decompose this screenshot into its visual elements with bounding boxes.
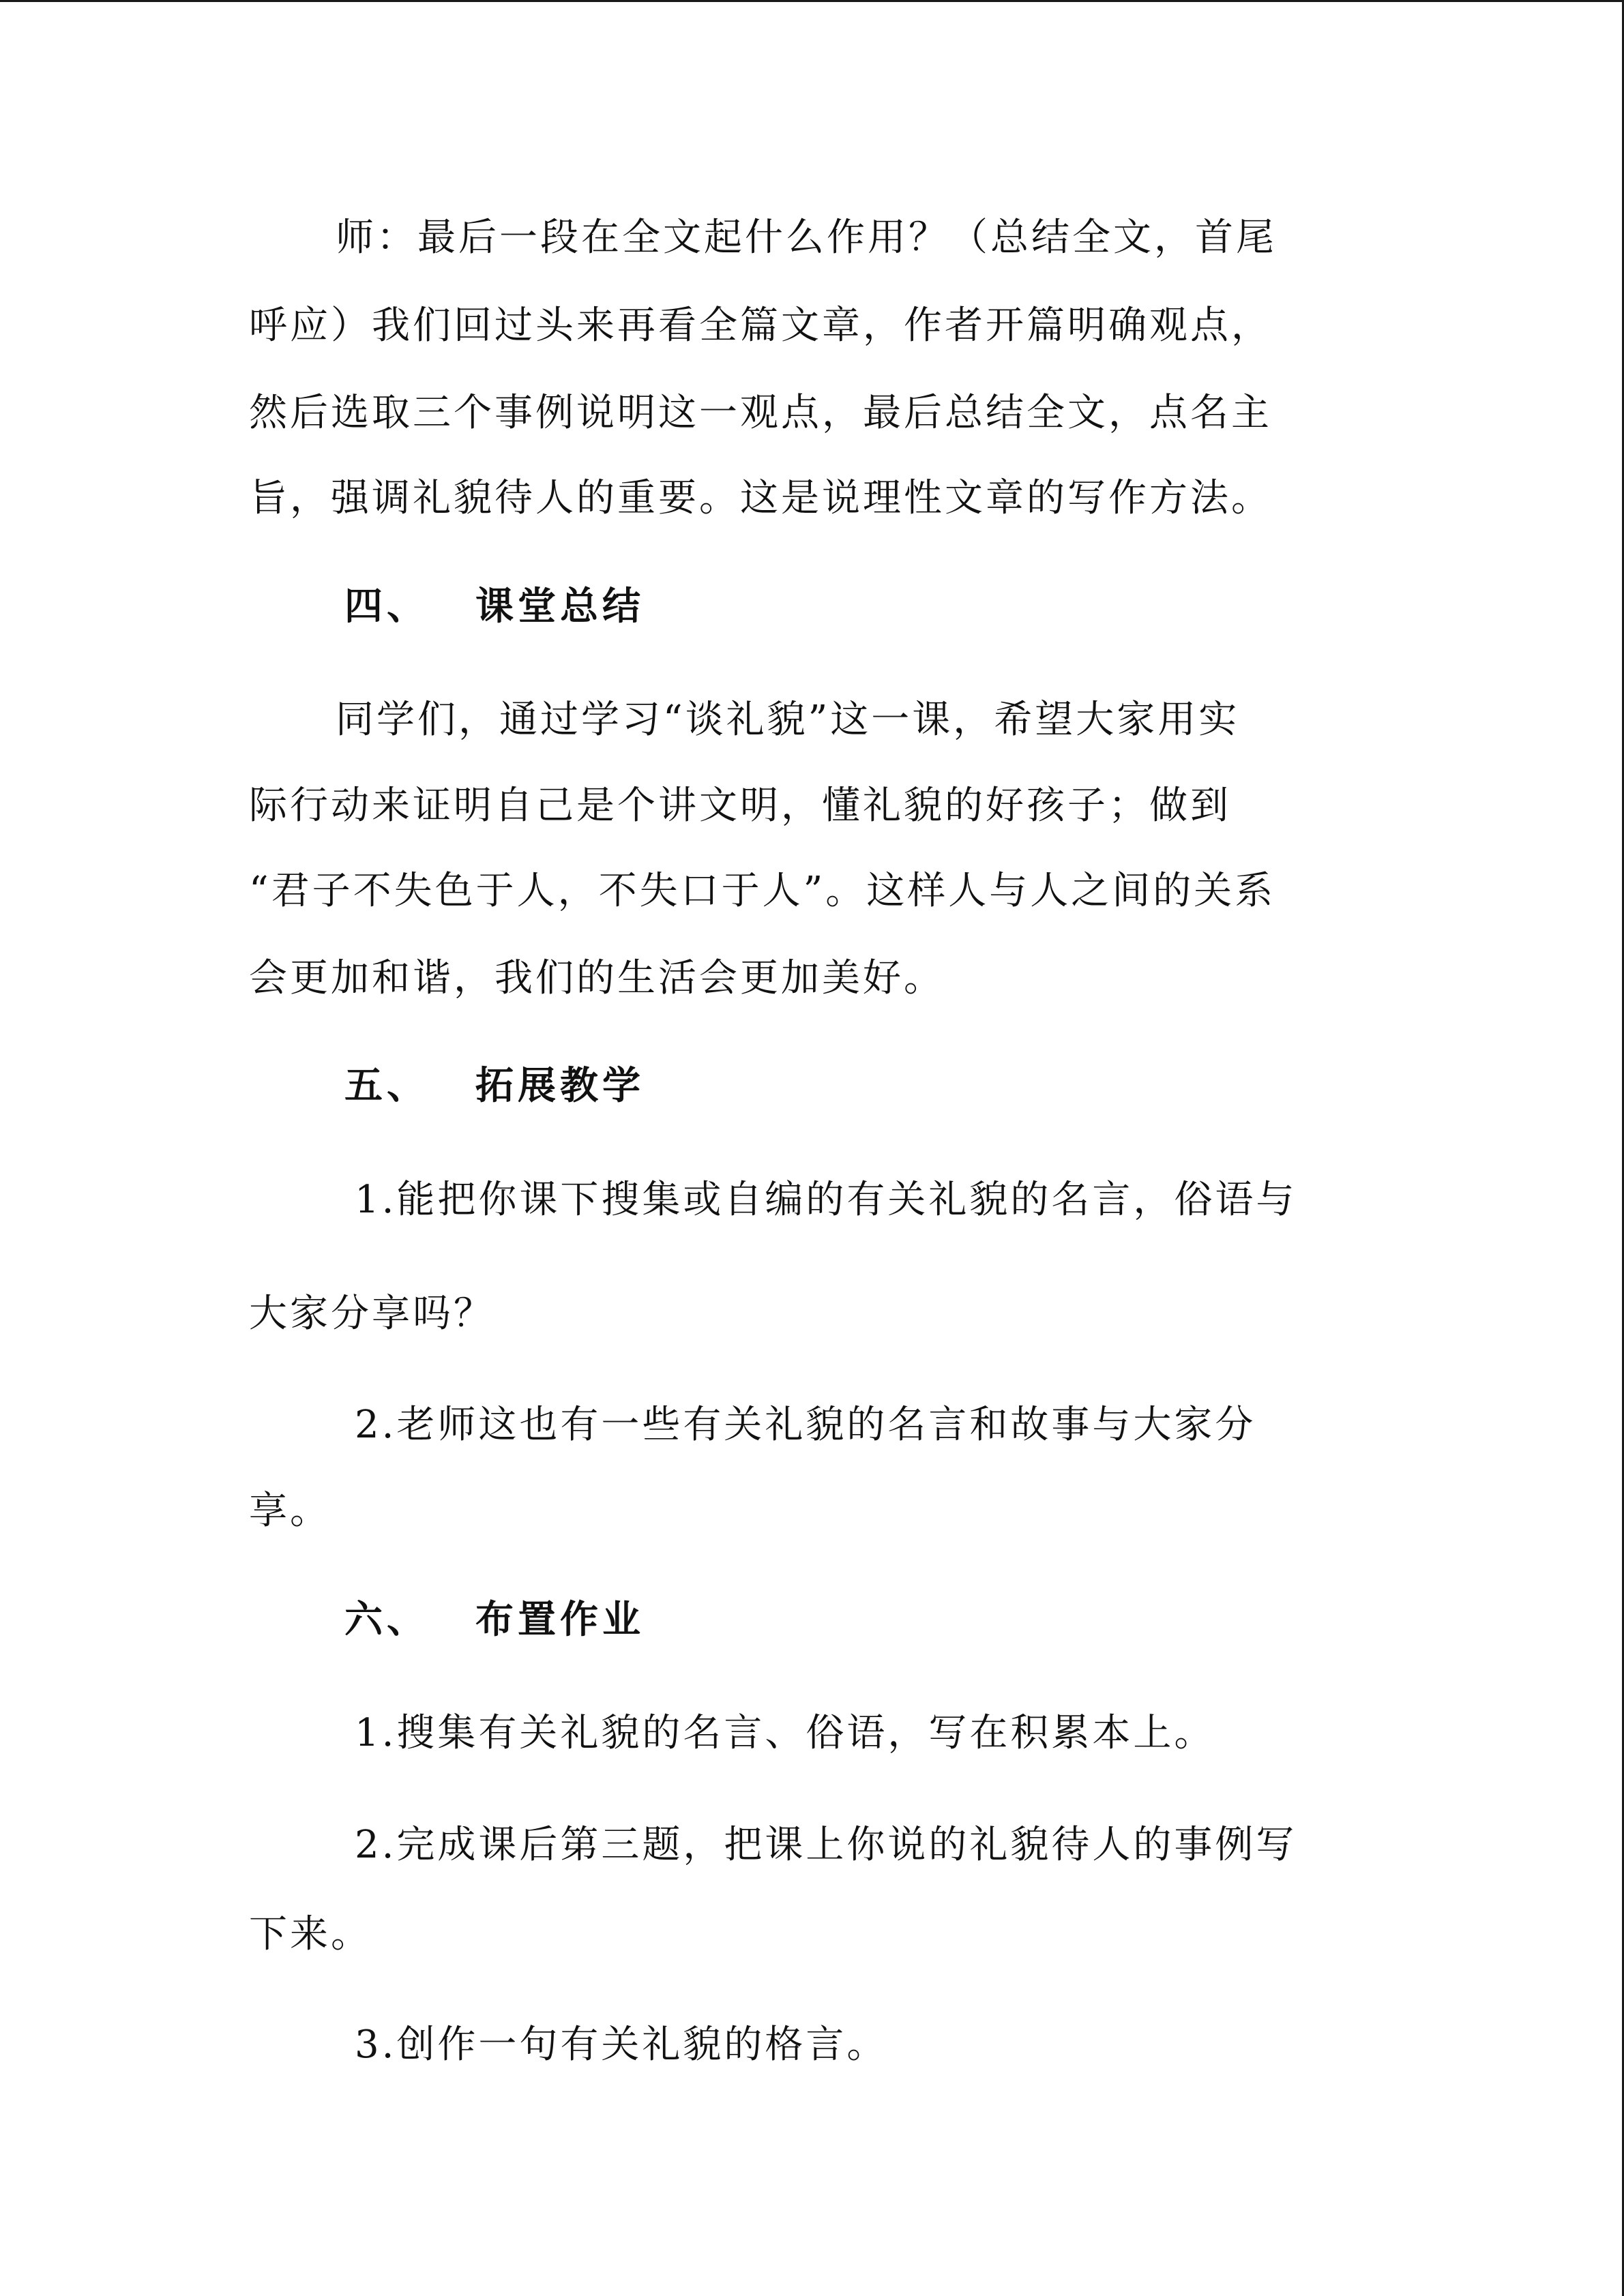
section-6-item-1: 1.搜集有关礼貌的名言、俗语，写在积累本上。 <box>355 1711 1215 1755</box>
section-5-item-2-line-1: 2.老师这也有一些有关礼貌的名言和故事与大家分 <box>355 1403 1256 1447</box>
paragraph-2-line-3: “君子不失色于人，不失口于人”。这样人与人之间的关系 <box>249 869 1276 913</box>
section-5-item-1-line-1: 1.能把你课下搜集或自编的有关礼貌的名言，俗语与 <box>355 1178 1297 1222</box>
section-5-number: 五、 <box>344 1064 429 1108</box>
paragraph-2-line-4: 会更加和谐，我们的生活会更加美好。 <box>249 956 945 1000</box>
section-5-title: 拓展教学 <box>475 1064 645 1108</box>
page-top-border <box>0 0 1624 2</box>
paragraph-2-line-2: 际行动来证明自己是个讲文明，懂礼貌的好孩子；做到 <box>249 784 1231 828</box>
paragraph-2-line-1: 同学们，通过学习“谈礼貌”这一课，希望大家用实 <box>336 698 1240 742</box>
section-6-item-2-line-2: 下来。 <box>249 1912 372 1956</box>
section-4-number: 四、 <box>344 584 429 629</box>
paragraph-1-line-2: 呼应）我们回过头来再看全篇文章，作者开篇明确观点， <box>249 303 1272 348</box>
section-6-item-3: 3.创作一句有关礼貌的格言。 <box>355 2023 888 2067</box>
section-6-item-2-line-1: 2.完成课后第三题，把课上你说的礼貌待人的事例写 <box>355 1823 1297 1867</box>
paragraph-1-line-4: 旨，强调礼貌待人的重要。这是说理性文章的写作方法。 <box>249 476 1272 520</box>
section-6-title: 布置作业 <box>475 1598 645 1642</box>
paragraph-1-line-3: 然后选取三个事例说明这一观点，最后总结全文，点名主 <box>249 391 1272 435</box>
section-6-heading <box>344 1596 645 1645</box>
section-4-title: 课堂总结 <box>475 584 645 629</box>
section-5-heading <box>344 1062 645 1111</box>
section-5-item-1-line-2: 大家分享吗？ <box>249 1292 494 1336</box>
section-5-item-2-line-2: 享。 <box>249 1489 331 1533</box>
section-6-number: 六、 <box>344 1598 429 1642</box>
section-4-heading <box>344 582 645 631</box>
paragraph-1-line-1: 师：最后一段在全文起什么作用？（总结全文，首尾 <box>336 215 1277 260</box>
